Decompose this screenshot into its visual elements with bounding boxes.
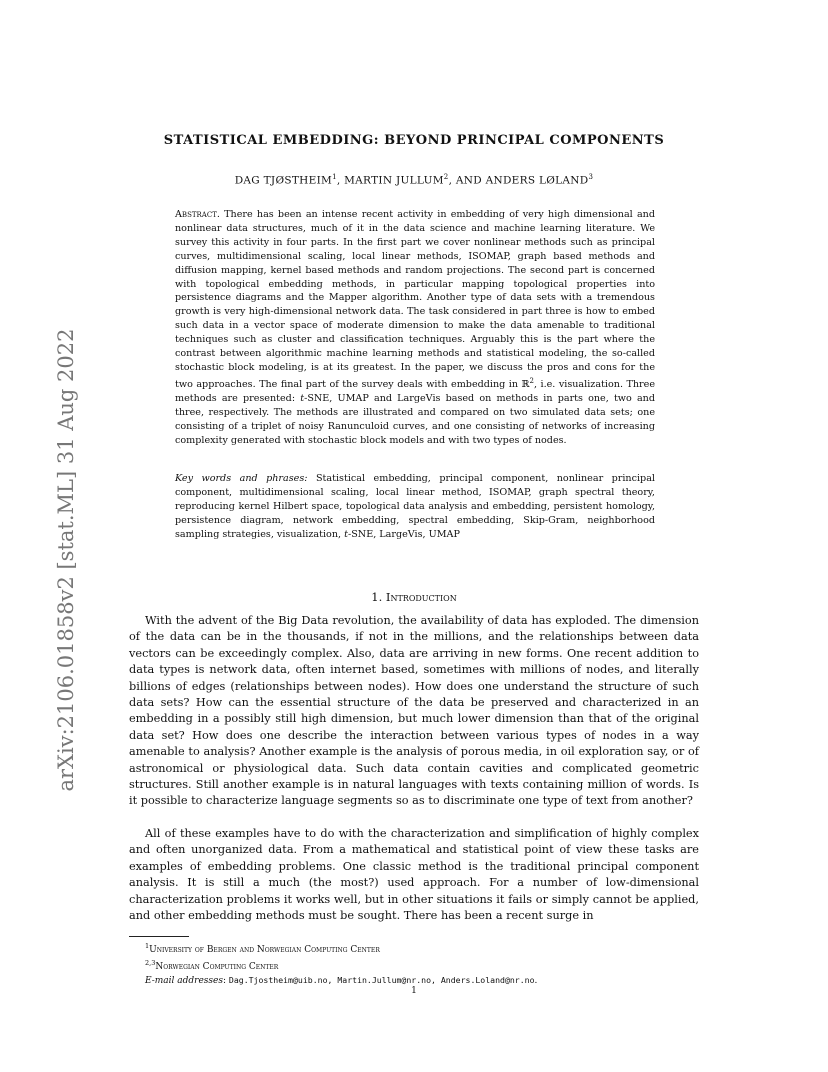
email-label: E-mail addresses xyxy=(145,976,223,987)
section-heading xyxy=(0,590,828,604)
footnote-mark: 2,3 xyxy=(145,959,156,968)
paper-title: STATISTICAL EMBEDDING: BEYOND PRINCIPAL COMPONENTS xyxy=(163,133,665,148)
footnotes xyxy=(145,940,705,989)
abstract-text: , i.e. visualization. Three methods are presented: xyxy=(175,379,655,404)
email-end: . xyxy=(534,976,538,987)
footnote xyxy=(145,957,705,974)
keywords-text: Statistical embedding, principal component, nonlinear principal component, multidimensional scaling, local linear method, ISOMAP, graph spectral theory, reproducing kernel Hilbert space, topological data analysis and embedding, persistent homology, persistence diagram, network embedding, spectral embedding, Skip-Gram, neighborhood sampling strategies, visualization, xyxy=(175,473,655,540)
author-name: DAG TJØSTHEIM xyxy=(234,174,333,187)
affiliation-mark: 1 xyxy=(332,173,337,181)
math-t: t xyxy=(300,392,305,404)
author-list xyxy=(0,173,828,187)
body-paragraph: With the advent of the Big Data revolution, the availability of data has exploded. The dimension of the data can be in the thousands, if not in the millions, and the relationships between data vectors can be exceedingly complex. Also, data are arriving in new forms. One recent addition to data types is network data, often internet based, sometimes with millions of nodes, and literally billions of edges (relationships between nodes). How does one understand the structure of such data sets? How can the essential structure of the data be preserved and characterized in an embedding in a possibly still high dimension, but much lower dimension than that of the original data set? How does one describe the interaction between various types of nodes in a way amenable to analysis? Another example is the analysis of porous media, in oil exploration say, or of astronomical or physiological data. Such data contain cavities and complicated geometric structures. Still another example is in natural languages with texts containing million of words. Is it possible to characterize language segments so as to discriminate one type of text from another? xyxy=(129,614,699,808)
abstract xyxy=(175,208,655,448)
footnote xyxy=(145,940,705,957)
section-number: 1. xyxy=(371,590,383,604)
affiliation-mark: 2 xyxy=(443,173,449,181)
math-t: t xyxy=(344,528,348,540)
arxiv-identifier-text: arXiv:2106.01858v2 [stat.ML] 31 Aug 2022 xyxy=(54,328,78,792)
footnote-text: Norwegian Computing Center xyxy=(155,962,279,973)
footnote-mark: 1 xyxy=(145,942,150,950)
abstract-label: Abstract. xyxy=(175,209,220,220)
page-number: 1 xyxy=(411,986,417,996)
body-paragraph: All of these examples have to do with the characterization and simplification of highly complex and often unorganized data. From a mathematical and statistical point of view these tasks are examples of embedding problems. One classic method is the traditional principal component analysis. It is still a much (the most?) used approach. For a number of low-dimensional characterization problems it works well, but in other situations it fails or simply cannot be applied, and other embedding methods must be sought. There has been a recent surge in xyxy=(129,827,699,923)
author-separator: , AND xyxy=(448,174,486,187)
math-exponent: 2 xyxy=(529,376,534,385)
affiliation-mark: 3 xyxy=(588,173,594,181)
keywords xyxy=(175,472,655,542)
author-separator: , xyxy=(336,174,345,187)
keywords-label: Key words and phrases: xyxy=(175,473,308,484)
keywords-text: -SNE, LargeVis, UMAP xyxy=(347,528,460,540)
footnote-rule xyxy=(129,936,189,937)
author-name: ANDERS LØLAND xyxy=(485,174,589,187)
math-r-symbol: ℝ xyxy=(521,379,530,391)
abstract-text: There has been an intense recent activity in embedding of very high dimensional and nonlinear data structures, much of it in the data science and machine learning literature. We survey this activity in four parts. In the first part we cover nonlinear methods such as principal curves, multidimensional scaling, local linear methods, ISOMAP, graph based methods and diffusion mapping, kernel based methods and random projections. The second part is concerned with topological embedding methods, in particular mapping topological properties into persistence diagrams and the Mapper algorithm. Another type of data sets with a tremendous growth is very high-dimensional network data. The task considered in part three is how to embed such data in a vector space of moderate dimension to make the data amenable to traditional techniques such as cluster and classification techniques. Arguably this is the part where the contrast between algorithmic machine learning methods and statistical modeling, the so-called stochastic block modeling, is at its greatest. In the paper, we discuss the pros and cons for the two approaches. The final part of the survey deals with embedding in xyxy=(175,209,655,391)
email-line: E-mail addresses: Dag.Tjostheim@uib.no, Martin.Jullum@nr.no, Anders.Loland@nr.no. xyxy=(145,975,538,987)
abstract-text: -SNE, UMAP and LargeVis based on methods in parts one, two and three, respectively. The methods are illustrated and compared on two simulated data sets; one consisting of a triplet of noisy Ranunculoid curves, and one consisting of networks of increasing complexity generated with stochastic block models and with two types of nodes. xyxy=(175,392,656,446)
email-addresses: Dag.Tjostheim@uib.no, Martin.Jullum@nr.no, Anders.Loland@nr.no xyxy=(228,975,535,986)
author-name: MARTIN JULLUM xyxy=(344,174,444,187)
footnote-text: University of Bergen and Norwegian Computing Center xyxy=(149,945,380,955)
section-title-text: Introduction xyxy=(385,590,457,604)
